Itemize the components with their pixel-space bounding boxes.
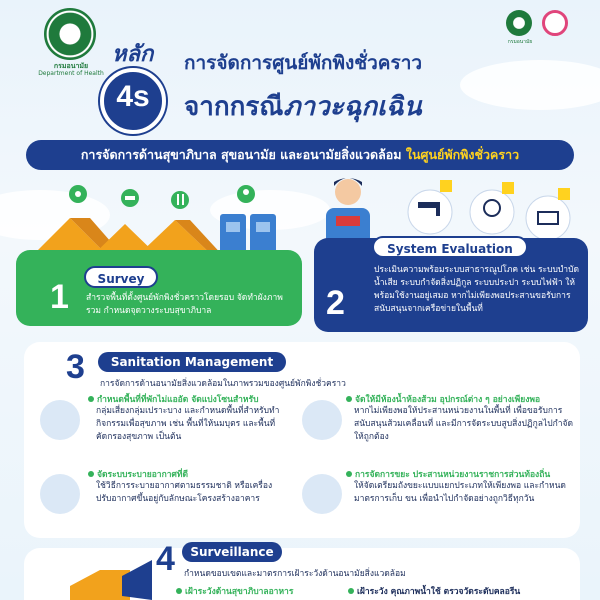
sanitation-item-title	[346, 392, 540, 406]
logo-caption-english: Department of Health	[38, 70, 104, 77]
sanitation-item-title-text: จัดให้มีห้องน้ำห้องส้วม อุปกรณ์ต่าง ๆ อย่างเพียงพอ	[355, 395, 541, 405]
sanitation-item-title-text: กำหนดพื้นที่ที่พักไม่แออัด จัดแบ่งโซนสำหรับ	[97, 395, 259, 405]
surveillance-item	[176, 584, 293, 598]
faucet-icon	[408, 190, 452, 234]
surveillance-label: Surveillance	[182, 542, 282, 562]
bullet-icon	[88, 471, 94, 477]
bullet-icon	[346, 471, 352, 477]
cloud-decoration	[460, 60, 600, 110]
partner-logo	[542, 10, 568, 36]
step-number: 2	[326, 284, 345, 322]
sanitation-item-title	[88, 467, 188, 481]
pin-icon	[69, 185, 87, 203]
checkmark-icon	[558, 188, 570, 200]
system-evaluation-label: System Evaluation	[372, 236, 528, 258]
surveillance-subtitle: กำหนดขอบเขตและมาตรการเฝ้าระวังด้านอนามัยสิ่งแวดล้อม	[184, 569, 406, 579]
sanitation-label: Sanitation Management	[98, 352, 286, 372]
subtitle-banner	[26, 140, 574, 170]
surveillance-item-text: เฝ้าระวัง คุณภาพน้ำใช้ ตรวจวัดระดับคลอรีน	[357, 587, 521, 597]
page-title-line2	[184, 86, 422, 127]
sanitation-item-title	[346, 467, 550, 481]
megaphone-icon	[60, 556, 160, 600]
survey-label: Survey	[84, 266, 158, 288]
toilet-icon	[302, 400, 342, 440]
sanitation-item-title-text: การจัดการขยะ ประสานหน่วยงานราชการส่วนท้องถิ่น	[355, 470, 551, 480]
4s-label: 4s	[116, 80, 150, 113]
logo-caption-thai: กรมอนามัย	[53, 62, 89, 70]
sanitation-subtitle: การจัดการด้านอนามัยสิ่งแวดล้อมในภาพรวมของศูนย์พักพิงชั่วคราว	[100, 379, 346, 389]
sanitation-item-text: ใช้วิธีการระบายอากาศตามธรรมชาติ หรือเครื่องปรับอากาศขึ้นอยู่กับลักษณะโครงสร้างอาคาร	[96, 481, 273, 504]
page-title-line1: การจัดการศูนย์พักพิงชั่วคราว	[184, 52, 423, 74]
toilet-pin-icon	[237, 185, 255, 203]
title-line2-a: จากกรณี	[184, 92, 284, 122]
garbage-truck-icon	[302, 474, 342, 514]
department-logo	[506, 10, 532, 36]
ventilation-icon	[40, 474, 80, 514]
ministry-logo	[44, 8, 96, 60]
checkmark-icon	[440, 180, 452, 192]
survey-description: สำรวจพื้นที่ตั้งศูนย์พักพิงชั่วคราวโดยรอบ จัดทำผังภาพรวม กำหนดจุดวางระบบสุขาภิบาล	[86, 293, 283, 316]
sanitation-item-title	[88, 392, 258, 406]
sanitation-item-title-text: จัดระบบระบายอากาศที่ดี	[97, 470, 189, 480]
bullet-icon	[348, 588, 354, 594]
surveillance-item-text: เฝ้าระวังด้านสุขาภิบาลอาหาร	[185, 587, 294, 597]
garbage-cart-icon	[526, 196, 570, 240]
sanitation-item-text: กลุ่มเสี่ยงกลุ่มเปราะบาง และกำหนดพื้นที่สำหรับทำกิจกรรมเพื่อสุขภาพ เช่น พื้นที่ให้นมบุตร และพื้นที่คัดกรองสุขภาพ เป็นต้น	[96, 406, 280, 442]
title-prefix: หลัก	[112, 42, 154, 67]
system-evaluation-description: ประเมินความพร้อมระบบสาธารณูปโภค เช่น ระบบบำบัดน้ำเสีย ระบบกำจัดสิ่งปฏิกูล ระบบประปา ระบบไฟฟ้า ให้พร้อมใช้งานอยู่เสมอ หากไม่เพียงพอประสานขอรับการสนับสนุนจากเครือข่ายในพื้นที่	[374, 265, 579, 314]
department-logo-caption: กรมอนามัย	[507, 39, 533, 45]
bullet-icon	[176, 588, 182, 594]
banner-highlight: ในศูนย์พักพิงชั่วคราว	[405, 147, 520, 162]
family-icon	[40, 400, 80, 440]
title-line2-b: ภาวะฉุกเฉิน	[283, 92, 422, 122]
checkmark-icon	[502, 182, 514, 194]
bullet-icon	[346, 396, 352, 402]
surveillance-item	[348, 584, 520, 598]
banner-text: การจัดการด้านสุขาภิบาล สุขอนามัย และอนามัยสิ่งแวดล้อม	[80, 147, 402, 162]
bullet-icon	[88, 396, 94, 402]
tents-illustration	[30, 180, 280, 260]
step-number: 4	[156, 540, 175, 578]
step-number: 1	[50, 278, 69, 316]
sanitation-item-text: หากไม่เพียงพอให้ประสานหน่วยงานในพื้นที่ เพื่อขอรับการสนับสนุนส้วมเคลื่อนที่ และมีการจัดระบบสูบสิ่งปฏิกูลไปกำจัดให้ถูกต้อง	[354, 406, 574, 442]
bed-pin-icon	[121, 189, 139, 207]
food-pin-icon	[171, 191, 189, 209]
sanitation-item-text: ให้จัดเตรียมถังขยะแบบแยกประเภทให้เพียงพอ และกำหนดมาตรการเก็บ ขน เพื่อนำไปกำจัดอย่างถูกวิธีทุกวัน	[354, 481, 566, 504]
lightbulb-icon	[470, 190, 514, 234]
step-number: 3	[66, 348, 85, 386]
